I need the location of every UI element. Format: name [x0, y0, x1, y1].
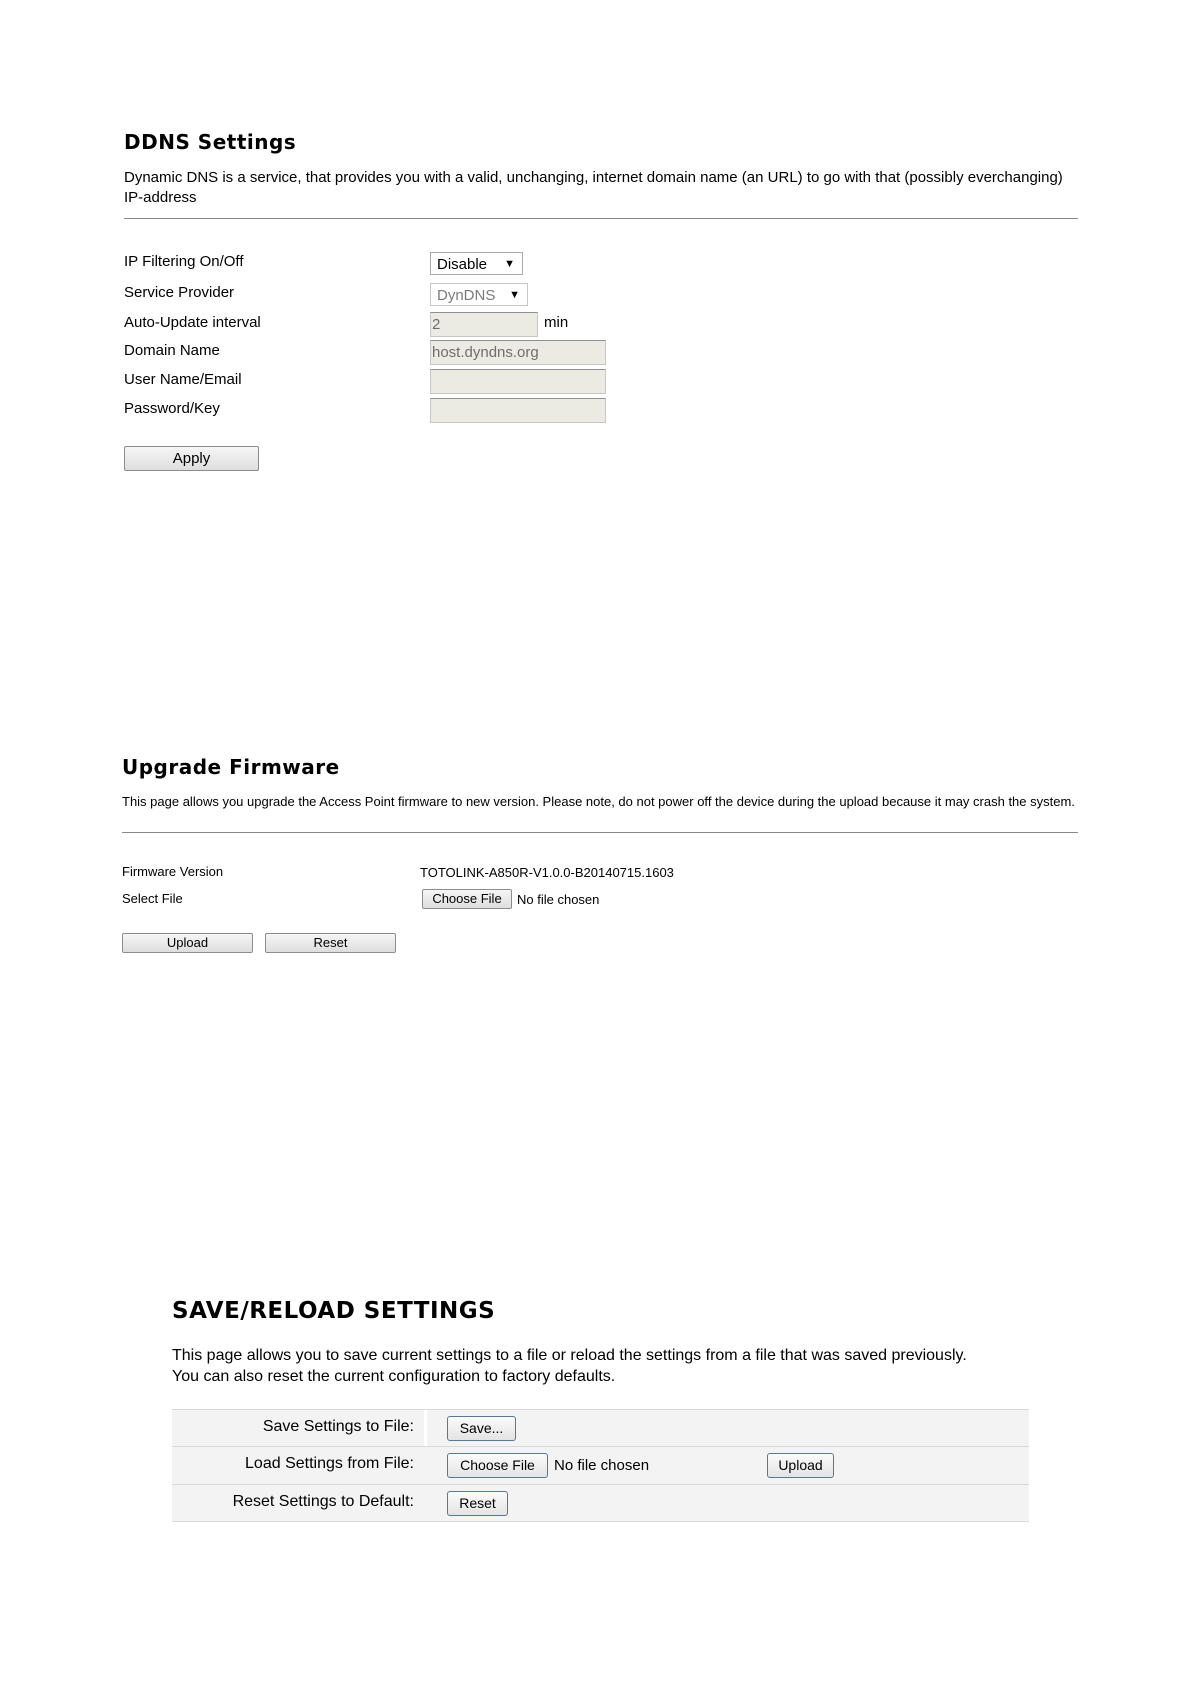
- table-bottom-line: [172, 1521, 1029, 1522]
- domain-name-input[interactable]: host.dyndns.org: [430, 340, 606, 365]
- save-settings-label: Save Settings to File:: [262, 1418, 414, 1435]
- save-reload-description: This page allows you to save current settings to a file or reload the settings from a file that was saved previously. You can also reset the current configuration to factory defaults.: [172, 1347, 967, 1385]
- firmware-choose-file-button[interactable]: Choose File: [422, 889, 512, 909]
- dropdown-arrow-icon: ▼: [509, 289, 520, 301]
- ip-filtering-select[interactable]: [430, 252, 523, 275]
- reset-default-button[interactable]: Reset: [447, 1491, 508, 1516]
- ip-filtering-value: Disable: [437, 256, 488, 273]
- ddns-description: Dynamic DNS is a service, that provides you with a valid, unchanging, internet domain name (an URL) to go with that (possibly everchanging) IP-address: [124, 169, 1063, 206]
- save-button[interactable]: Save...: [447, 1416, 516, 1441]
- password-label: Password/Key: [124, 400, 220, 417]
- firmware-divider: [122, 832, 1078, 833]
- load-settings-label: Load Settings from File:: [245, 1455, 414, 1472]
- reset-settings-label: Reset Settings to Default:: [232, 1493, 414, 1510]
- apply-button[interactable]: Apply: [124, 446, 259, 471]
- firmware-version-value: TOTOLINK-A850R-V1.0.0-B20140715.1603: [420, 865, 674, 880]
- ip-filtering-label: IP Filtering On/Off: [124, 253, 244, 270]
- password-input[interactable]: [430, 398, 606, 423]
- firmware-no-file-text: No file chosen: [517, 892, 600, 907]
- select-file-label: Select File: [122, 891, 183, 906]
- ddns-title: DDNS Settings: [124, 130, 297, 154]
- ddns-divider: [124, 218, 1078, 219]
- firmware-upload-button[interactable]: Upload: [122, 933, 253, 953]
- auto-update-unit: min: [544, 314, 569, 331]
- firmware-title: Upgrade Firmware: [122, 755, 340, 779]
- service-provider-select[interactable]: [430, 283, 528, 306]
- username-label: User Name/Email: [124, 371, 242, 388]
- load-choose-file-button[interactable]: Choose File: [447, 1453, 548, 1478]
- service-provider-label: Service Provider: [124, 284, 235, 301]
- auto-update-input[interactable]: 2: [430, 312, 538, 337]
- load-no-file-text: No file chosen: [554, 1457, 650, 1474]
- dropdown-arrow-icon: ▼: [504, 258, 515, 270]
- firmware-version-label: Firmware Version: [122, 864, 224, 879]
- firmware-reset-button[interactable]: Reset: [265, 933, 396, 953]
- auto-update-label: Auto-Update interval: [124, 314, 261, 331]
- save-reload-title: SAVE/RELOAD SETTINGS: [172, 1298, 496, 1324]
- service-provider-value: DynDNS: [437, 287, 496, 304]
- load-upload-button[interactable]: Upload: [767, 1453, 834, 1478]
- username-input[interactable]: [430, 369, 606, 394]
- domain-name-label: Domain Name: [124, 342, 220, 359]
- firmware-description: This page allows you upgrade the Access Point firmware to new version. Please note, do not power off the device during the upload because it may crash the system.: [122, 794, 1075, 809]
